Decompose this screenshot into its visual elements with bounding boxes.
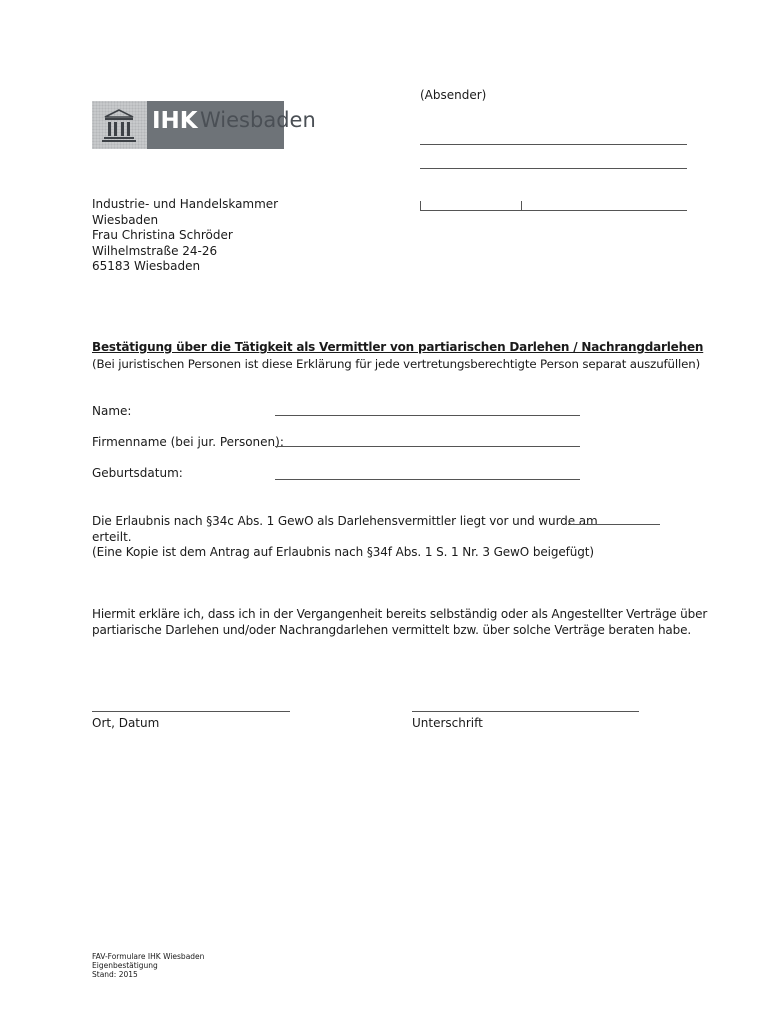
footer-line: FAV-Formulare IHK Wiesbaden	[92, 952, 205, 961]
form-title: Bestätigung über die Tätigkeit als Vermittler von partiarischen Darlehen / Nachrangdarlehen	[92, 340, 704, 354]
logo-pattern	[92, 101, 147, 149]
declaration-line-1: Hiermit erkläre ich, dass ich in der Vergangenheit bereits selbständig oder als Angestellter Verträge über	[92, 607, 708, 621]
birthdate-field[interactable]	[275, 479, 580, 480]
permit-text-line-1: Die Erlaubnis nach §34c Abs. 1 GewO als Darlehensvermittler liegt vor und wurde am	[92, 514, 598, 528]
sender-line-1[interactable]	[420, 144, 687, 145]
name-field[interactable]	[275, 415, 580, 416]
sender-label: (Absender)	[420, 88, 487, 102]
company-label: Firmenname (bei jur. Personen):	[92, 435, 284, 449]
recipient-line: 65183 Wiesbaden	[92, 259, 201, 273]
signature-label: Unterschrift	[412, 716, 483, 730]
permit-date-field[interactable]	[568, 524, 660, 525]
permit-text-line-3: (Eine Kopie ist dem Antrag auf Erlaubnis nach §34f Abs. 1 S. 1 Nr. 3 GewO beigefügt)	[92, 545, 594, 559]
sender-line-2[interactable]	[420, 168, 687, 169]
form-subtitle: (Bei juristischen Personen ist diese Erklärung für jede vertretungsberechtigte Person separat auszufüllen)	[92, 357, 701, 371]
footer-line: Stand: 2015	[92, 970, 138, 979]
ihk-logo	[92, 101, 316, 149]
place-date-field[interactable]	[92, 711, 290, 712]
signature-field[interactable]	[412, 711, 639, 712]
recipient-line: Wiesbaden	[92, 212, 159, 227]
footer-line: Eigenbestätigung	[92, 961, 158, 970]
footer	[92, 952, 204, 979]
company-field[interactable]	[275, 446, 580, 447]
recipient-line: Industrie- und Handelskammer	[92, 197, 279, 211]
logo-city: Wiesbaden	[200, 108, 316, 132]
logo-brand: IHK	[152, 108, 198, 134]
birthdate-label: Geburtsdatum:	[92, 466, 183, 480]
sender-line-3[interactable]	[420, 210, 687, 211]
sender-tick-left	[420, 201, 421, 211]
place-date-label: Ort, Datum	[92, 716, 160, 730]
declaration-line-2: partiarische Darlehen und/oder Nachrangdarlehen vermittelt bzw. über solche Verträge beraten habe.	[92, 623, 691, 637]
permit-text-line-2: erteilt.	[92, 530, 132, 544]
recipient-line: Frau Christina Schröder	[92, 228, 233, 242]
building-icon	[92, 101, 147, 149]
name-label: Name:	[92, 404, 132, 418]
sender-tick-mid	[521, 201, 522, 211]
recipient-line: Wilhelmstraße 24-26	[92, 243, 218, 258]
recipient-address	[92, 197, 278, 275]
